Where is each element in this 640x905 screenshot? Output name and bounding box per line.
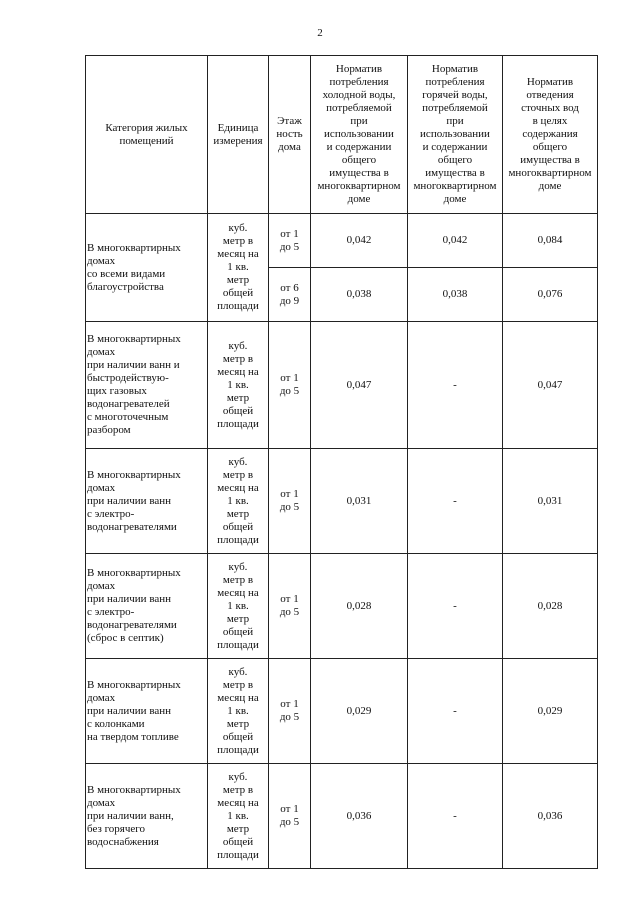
- hot-water-value: -: [408, 449, 503, 554]
- category-cell: В многоквартирных домах при наличии ванн с электро- водонагревателями (сброс в септик): [86, 554, 208, 659]
- header-row: [86, 56, 598, 214]
- category-cell: В многоквартирных домах при наличии ванн и быстродействую- щих газовых водонагревателей с многоточечным разбором: [86, 322, 208, 449]
- table-row: [86, 764, 598, 869]
- floors-cell: от 1 до 5: [269, 449, 311, 554]
- header-category: Категория жилых помещений: [86, 56, 208, 214]
- wastewater-value: 0,084: [503, 214, 598, 268]
- hot-water-value: -: [408, 659, 503, 764]
- header-floors: Этаж ность дома: [269, 56, 311, 214]
- hot-water-value: -: [408, 322, 503, 449]
- unit-cell: куб. метр в месяц на 1 кв. метр общей площади: [208, 764, 269, 869]
- unit-cell: куб. метр в месяц на 1 кв. метр общей площади: [208, 449, 269, 554]
- page-number: 2: [317, 27, 323, 39]
- category-cell: В многоквартирных домах при наличии ванн с колонками на твердом топливе: [86, 659, 208, 764]
- category-cell: В многоквартирных домах при наличии ванн с электро- водонагревателями: [86, 449, 208, 554]
- table-row: [86, 554, 598, 659]
- header-wastewater: Норматив отведения сточных вод в целях содержания общего имущества в многоквартирном доме: [503, 56, 598, 214]
- hot-water-value: -: [408, 554, 503, 659]
- hot-water-value: 0,042: [408, 214, 503, 268]
- header-hot-water: Норматив потребления горячей воды, потребляемой при использовании и содержании общего имущества в многоквартирном доме: [408, 56, 503, 214]
- wastewater-value: 0,028: [503, 554, 598, 659]
- wastewater-value: 0,031: [503, 449, 598, 554]
- header-unit: Единица измерения: [208, 56, 269, 214]
- wastewater-value: 0,076: [503, 268, 598, 322]
- wastewater-value: 0,047: [503, 322, 598, 449]
- wastewater-value: 0,036: [503, 764, 598, 869]
- cold-water-value: 0,047: [311, 322, 408, 449]
- cold-water-value: 0,028: [311, 554, 408, 659]
- floors-cell: от 1 до 5: [269, 214, 311, 268]
- cold-water-value: 0,031: [311, 449, 408, 554]
- unit-cell: куб. метр в месяц на 1 кв. метр общей площади: [208, 554, 269, 659]
- table-row: [86, 659, 598, 764]
- cold-water-value: 0,042: [311, 214, 408, 268]
- cold-water-value: 0,036: [311, 764, 408, 869]
- norms-table: [85, 55, 598, 869]
- unit-cell: куб. метр в месяц на 1 кв. метр общей площади: [208, 322, 269, 449]
- table-row: [86, 214, 598, 268]
- cold-water-value: 0,029: [311, 659, 408, 764]
- floors-cell: от 1 до 5: [269, 322, 311, 449]
- table-row: [86, 449, 598, 554]
- cold-water-value: 0,038: [311, 268, 408, 322]
- wastewater-value: 0,029: [503, 659, 598, 764]
- category-cell: В многоквартирных домах со всеми видами благоустройства: [86, 214, 208, 322]
- floors-cell: от 1 до 5: [269, 764, 311, 869]
- hot-water-value: 0,038: [408, 268, 503, 322]
- header-cold-water: Норматив потребления холодной воды, потребляемой при использовании и содержании общего имущества в многоквартирном доме: [311, 56, 408, 214]
- floors-cell: от 6 до 9: [269, 268, 311, 322]
- unit-cell: куб. метр в месяц на 1 кв. метр общей площади: [208, 214, 269, 322]
- table-row: [86, 322, 598, 449]
- hot-water-value: -: [408, 764, 503, 869]
- floors-cell: от 1 до 5: [269, 554, 311, 659]
- category-cell: В многоквартирных домах при наличии ванн, без горячего водоснабжения: [86, 764, 208, 869]
- unit-cell: куб. метр в месяц на 1 кв. метр общей площади: [208, 659, 269, 764]
- floors-cell: от 1 до 5: [269, 659, 311, 764]
